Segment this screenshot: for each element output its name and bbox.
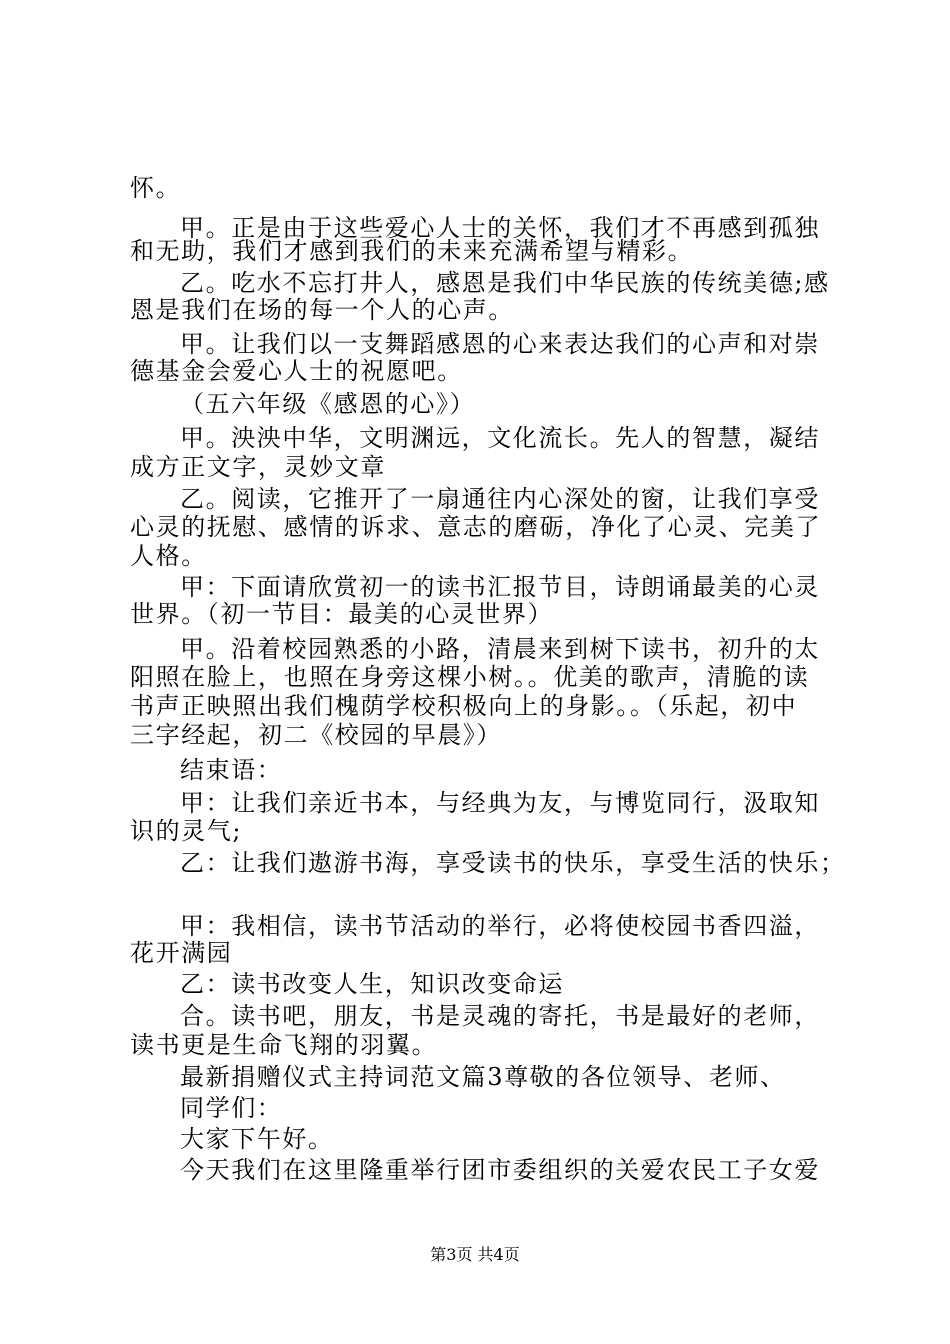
text-line: 乙。吃水不忘打井人，感恩是我们中华民族的传统美德;感 [180, 269, 830, 297]
text-line: 甲。沿着校园熟悉的小路，清晨来到树下读书，初升的太 [180, 635, 820, 663]
text-line: 甲。让我们以一支舞蹈感恩的心来表达我们的心声和对崇 [180, 330, 820, 358]
text-line: 乙：读书改变人生，知识改变命运 [180, 970, 564, 998]
page-footer: 第3页 共4页 [430, 1245, 520, 1264]
text-line: 成方正文字，灵妙文章 [130, 453, 386, 481]
text-line: 甲：让我们亲近书本，与经典为友，与博览同行，汲取知 [180, 789, 820, 817]
text-line: 甲。正是由于这些爱心人士的关怀，我们才不再感到孤独 [180, 214, 820, 242]
text-line: 甲：下面请欣赏初一的读书汇报节目，诗朗诵最美的心灵 [180, 573, 820, 601]
text-line: 和无助，我们才感到我们的未来充满希望与精彩。 [130, 237, 694, 265]
text-line: 人格。 [130, 542, 207, 570]
text-line: （五六年级《感恩的心》） [180, 390, 476, 418]
text-line: 同学们： [180, 1094, 283, 1122]
text-line: 甲。泱泱中华，文明渊远，文化流长。先人的智慧，凝结 [180, 424, 820, 452]
text-line: 大家下午好。 [180, 1125, 334, 1153]
text-line: 识的灵气; [130, 817, 243, 845]
text-line: 甲：我相信，读书节活动的举行，必将使校园书香四溢， [180, 912, 820, 940]
text-line: 世界。（初一节目：最美的心灵世界） [130, 600, 554, 628]
text-line: 三字经起，初二《校园的早晨》） [130, 721, 502, 749]
text-line: 书声正映照出我们槐荫学校积极向上的身影。。（乐起，初中 [130, 692, 798, 720]
text-line: 乙。阅读，它推开了一扇通往内心深处的窗，让我们享受 [180, 485, 820, 513]
text-line: 花开满园 [130, 939, 233, 967]
text-line: 乙：让我们遨游书海，享受读书的快乐，享受生活的快乐； [180, 849, 846, 877]
text-line: 恩是我们在场的每一个人的心声。 [130, 296, 514, 324]
text-line: 怀。 [130, 174, 182, 202]
text-line: 合。读书吧，朋友，书是灵魂的寄托，书是最好的老师， [180, 1002, 820, 1030]
text-line: 读书更是生命飞翔的羽翼。 [130, 1031, 438, 1059]
text-line: 阳照在脸上，也照在身旁这棵小树。。优美的歌声，清脆的读 [130, 663, 810, 691]
text-line: 心灵的抚慰、感情的诉求、意志的磨砺，净化了心灵、完美了 [130, 513, 822, 541]
text-line: 最新捐赠仪式主持词范文篇3尊敬的各位领导、老师、 [180, 1063, 786, 1091]
text-line: 今天我们在这里隆重举行团市委组织的关爱农民工子女爱 [180, 1156, 820, 1184]
text-line: 德基金会爱心人士的祝愿吧。 [130, 357, 463, 385]
text-line: 结束语： [180, 756, 283, 784]
